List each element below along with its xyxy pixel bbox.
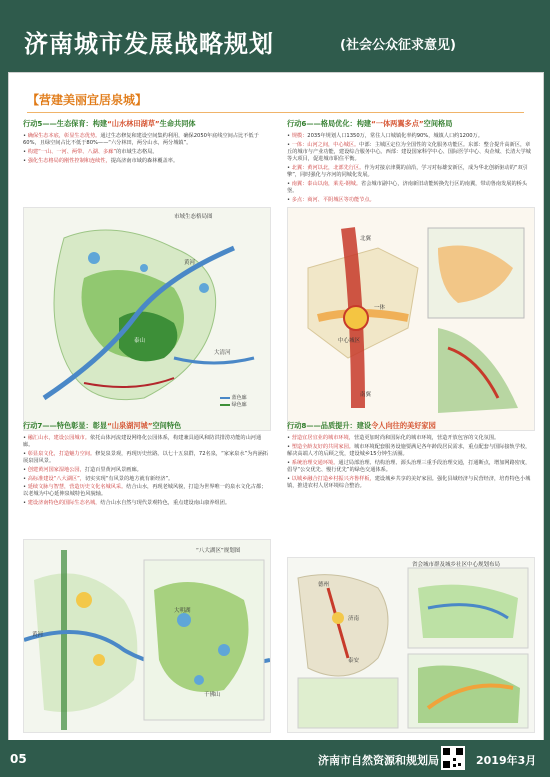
map-title: 省会城市群及城乡社区中心规划布局: [412, 562, 501, 568]
action-5-panel: [23, 117, 269, 429]
title-suffix: 生命共同体: [159, 119, 196, 128]
bullet-text: 结合山水自然与现代景观特色，重点建设南山康养组团。: [100, 500, 231, 507]
bullet-key: 强化生态格局的刚性控制和连续性，: [27, 157, 111, 164]
bullet-key: 融汇山水，建设公园城市。: [27, 435, 90, 441]
title-highlight: “一体两翼多点”: [371, 119, 424, 128]
bullet-key: 多点：商河、平阴城区等功能节点。: [291, 196, 375, 203]
action-6-panel: [287, 117, 533, 429]
bullet: • 彰显泉文化，打造魅力空间。修复泉景观，再现历史丝路。以七十五泉群，72名泉，“家家泉水”为内涵拓展泉园风景。: [23, 450, 268, 465]
page-title: 济南城市发展战略规划: [24, 30, 274, 58]
spatial-structure-map: [287, 207, 535, 431]
bullet: • 延续文脉与智慧，营造历史文化名城风采。结合山水，再现老城风貌，打造为世界唯一的泉水文化古都；以老城为中心延伸泉城特色风貌轴。: [23, 484, 267, 498]
bullet: • 塑造全龄友好的共同家园。城市环境配套服务设施要满足各年龄段居民需求，重点配套与国际接轨学校，解决高端人才的后顾之忧，建设城乡15分钟生活圈。: [287, 443, 531, 457]
title-suffix: 空间特色: [152, 421, 182, 430]
organization-name: 济南市自然资源和规划局: [318, 754, 439, 767]
qr-code-icon: [441, 746, 465, 770]
bullet-text: 城市环境配套服务设施要满足各年龄段居民需求，重点配套与国际接轨学校，解决高端人才的后顾之忧，建设城乡15分钟生活圈。: [287, 443, 531, 457]
map-title: “八大湖区”规划图: [196, 548, 241, 554]
title-suffix: 空间格局: [423, 119, 453, 128]
bullet-text: 2035年规划人口1350万，常住人口城镇化率约90%，城镇人口约1200万。: [307, 133, 483, 139]
map-label: 北翼: [360, 236, 372, 242]
lakes-map-graphic: [24, 540, 270, 732]
bullet: • 创建黄河国家湿地公园，打造百里黄河风景画廊。: [23, 466, 142, 473]
bullet: • 建设济南特色的国际生态名城，结合山水自然与现代景观特色，重点建设南山康养组团。: [23, 500, 231, 507]
bullet-text: 切实实现“有风景的地方就有新经济”。: [84, 475, 174, 482]
bullet-text: 修复泉景观，再现历史丝路。以七十五泉群，72名泉，“家家泉水”为内涵拓展泉园风景。: [23, 450, 268, 465]
action-5-title: [23, 119, 269, 129]
bullet-text: 结合山水，再现老城风貌，打造为世界唯一的泉水文化古都；以老城为中心延伸泉城特色风貌轴。: [23, 484, 267, 498]
spatial-structure-graphic: [288, 208, 534, 430]
bullet: • 强化生态格局的刚性控制和连续性，提高济南市域的森林覆盖率。: [23, 157, 179, 164]
bullet: • 规模：2035年规划人口1350万，常住人口城镇化率约90%，城镇人口约1200万。: [287, 133, 483, 139]
footer-bar: [0, 740, 550, 777]
ecology-map: [23, 207, 271, 431]
bullet-text: 通过生态修复和建设空间集约利用，确保2050年底线空间占比不低于60%，且绿空间占比不低于80%——“六分林田，两分山水，两分城镇”。: [23, 133, 259, 147]
map-label: 济南: [348, 616, 360, 622]
title-highlight: “山水林田湖草”: [107, 119, 160, 128]
map-label: 泰安: [348, 658, 360, 664]
bullet-text: 通过局部治理、结构治理、源头治理三重手段治理交通，打通断点，增加网路密度，倡导“公交优先、慢行优先”的绿色交通体系。: [287, 459, 531, 473]
bullet-key: 确保生态本底，彰显生态优势。: [27, 133, 101, 139]
bullet-key: 彰显泉文化，打造魅力空间。: [27, 450, 96, 457]
bullet: • 营造宜居宜业的城市环境，营造更加时尚和国际化的城市环境，营造开放包容的文化氛围。: [287, 435, 500, 441]
bullet-key: 创建黄河国家湿地公园，: [27, 466, 85, 473]
bullet-text: 作为对接京津冀的前沿，学习对标雄安新区，成为华北创新驱动的“双引擎”，同时强化与齐河的同城化发展。: [287, 164, 528, 179]
map-label: 黄河: [32, 632, 44, 638]
title-prefix: 行动6——格局优化：构建: [287, 119, 372, 128]
page-subtitle: (社会公众征求意见): [340, 38, 456, 53]
title-highlight: “山泉湖河城”: [107, 421, 153, 430]
action-6-title: [287, 119, 533, 129]
map-label: 黄河: [184, 260, 196, 266]
title-prefix: 行动7——特色彰显：彰显: [23, 421, 108, 430]
publish-date: 2019年3月: [476, 754, 537, 767]
title-highlight: 令人向往的美好家园: [371, 421, 436, 430]
section-title: 【营建美丽宜居泉城】: [27, 91, 524, 113]
map-label: 一体: [374, 305, 386, 311]
city-region-map: [287, 557, 535, 733]
bullet-key: 构建“一山、一河、两带、八湖、多廊”: [27, 148, 117, 155]
map-label: 千佛山: [204, 692, 221, 698]
map-label: 大清河: [214, 350, 231, 356]
map-label: 中心城区: [338, 338, 361, 344]
bullet-key: 延续文脉与智慧，营造历史文化名城风采。: [27, 484, 127, 491]
bullet-key: 规模：: [291, 133, 308, 139]
action-8-title: [287, 421, 533, 431]
bullet-key: 一体：山河之间，中心城区。: [291, 141, 360, 148]
bullet-text: 的市域生态格局。: [116, 148, 158, 155]
bullet: • 确保生态本底，彰显生态优势。通过生态修复和建设空间集约利用，确保2050年底线空间占比不低于60%，且绿空间占比不低于80%——“六分林田，两分山水，两分城镇”。: [23, 133, 259, 147]
map-label: 德州: [318, 582, 330, 588]
title-prefix: 行动8——品质提升：建设: [287, 421, 372, 430]
map-title: 市域生态格局图: [174, 214, 213, 220]
bullet: • 多点：商河、平阴城区等功能节点。: [287, 196, 375, 203]
bullet-key: 系统治理交通环境。: [291, 459, 339, 466]
bullet: • 系统治理交通环境。通过局部治理、结构治理、源头治理三重手段治理交通，打通断点，增加网路密度，倡导“公交优先、慢行优先”的绿色交通体系。: [287, 459, 531, 473]
map-label: 大明湖: [174, 608, 191, 614]
bullet-text: 提高济南市域的森林覆盖率。: [110, 157, 179, 164]
page-number: 05: [10, 752, 27, 766]
bullet: • 高标准建设“八大湖区”，切实实现“有风景的地方就有新经济”。: [23, 475, 174, 482]
header-banner: [0, 0, 550, 70]
bullet-text: 省会城市副中心，济南新旧动能转换先行区的南翼，带动鲁南发展的桥头堡。: [287, 180, 528, 194]
bullet: • 一体：山河之间，中心城区。中部：主城区定位为全国性的文化服务功能区。东部：整合提升高新区，章丘的城市与产业功能，建设综合服务中心。西部：建设国家科学中心、国际医学中心、央企城、长清大学城等大项目，促进城市职住平衡。: [287, 141, 531, 163]
bullet: • 南翼：泰山以南，莱芜-钢城。省会城市副中心，济南新旧动能转换先行区的南翼，带动鲁南发展的桥头堡。: [287, 180, 528, 194]
action-7-title: [23, 421, 269, 431]
bullet: • 北翼：黄河以北，北部先行区。作为对接京津冀的前沿，学习对标雄安新区，成为华北创新驱动的“双引擎”，同时强化与齐河的同城化发展。: [287, 164, 528, 179]
action-7-panel: [23, 419, 269, 731]
lakes-map: [23, 539, 271, 733]
map-label: 泰山: [134, 338, 146, 344]
bullet-key: 营造宜居宜业的城市环境，: [291, 435, 354, 441]
bullet: • 以城乡融合打造乡村振兴齐鲁样板，建设城乡共享的美好家园。强化县域经济与民营经济，培育特色小城镇，推进农村人居环境综合整治。: [287, 475, 531, 489]
legend-item: 蓝色廊: [231, 395, 247, 401]
document-sheet: [8, 72, 544, 742]
map-label: 南翼: [360, 392, 372, 398]
bullet-key: 北翼：黄河以北，北部先行区。: [291, 164, 365, 171]
bullet-text: 依托山体河流建设网络化公园体系，构建兼具通风和防洪排涝功能的山河通廊。: [23, 435, 262, 449]
action-8-panel: [287, 419, 533, 731]
bullet-key: 高标准建设“八大湖区”，: [27, 475, 85, 482]
legend-item: 绿色廊: [231, 402, 247, 408]
bullet-key: 以城乡融合打造乡村振兴齐鲁样板，: [291, 475, 375, 482]
bullet: • 融汇山水，建设公园城市。依托山体河流建设网络化公园体系，构建兼具通风和防洪排涝功能的山河通廊。: [23, 435, 262, 449]
bullet-text: 中部：主城区定位为全国性的文化服务功能区。东部：整合提升高新区，章丘的城市与产业功能，建设综合服务中心。西部：建设国家科学中心、国际医学中心、央企城、长清大学城等大项目，促进城市职住平衡。: [287, 141, 531, 163]
bullet-text: 建设城乡共享的美好家园。强化县域经济与民营经济，培育特色小城镇，推进农村人居环境综合整治。: [287, 475, 531, 489]
bullet: • 构建“一山、一河、两带、八湖、多廊”的市域生态格局。: [23, 148, 158, 155]
bullet-text: 打造百里黄河风景画廊。: [84, 466, 142, 473]
map-legend: [220, 394, 247, 408]
bullet-text: 营造更加时尚和国际化的城市环境，营造开放包容的文化氛围。: [353, 435, 500, 441]
bullet-key: 南翼：泰山以南，莱芜-钢城。: [291, 180, 362, 187]
bullet-key: 建设济南特色的国际生态名城，: [27, 500, 101, 507]
bullet-key: 塑造全龄友好的共同家园。: [291, 443, 354, 450]
title-prefix: 行动5——生态保育：构建: [23, 119, 108, 128]
